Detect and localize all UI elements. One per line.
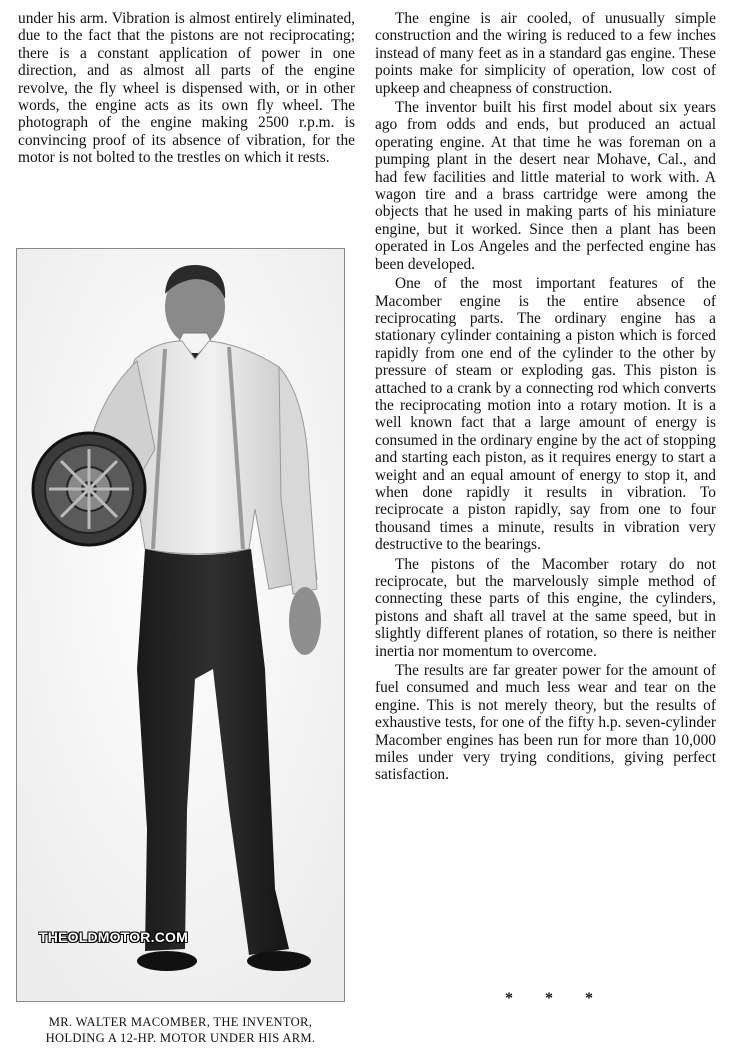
rotary-motor xyxy=(33,433,145,545)
inventor-photo xyxy=(16,248,345,1002)
left-paragraph: under his arm. Vibration is almost entirely eliminated, due to the fact that the pistons are not reciprocating; there is a constant application of power in one direction, and as almost all parts of the engine revolve, the fly wheel is dispensed with, or in other words, the engine acts as its own fly wheel. The photograph of the engine making 2500 r.p.m. is convincing proof of its absence of vibration, for the motor is not bolted to the trestles on which it rests. xyxy=(18,10,355,167)
caption-line-2: HOLDING A 12-HP. MOTOR UNDER HIS ARM. xyxy=(45,1031,316,1045)
right-column xyxy=(375,10,716,784)
section-end-mark: * * * xyxy=(505,990,607,1007)
right-shoe xyxy=(247,951,311,971)
right-paragraph-3: One of the most important features of the Macomber engine is the entire absence of reciprocating parts. The ordinary engine has a stationary cylinder containing a piston which is forced rapidly from one end of the cylinder to the other by pressure of steam or exploding gas. This piston is attached to a crank by a connecting rod which converts the reciprocating motion into a rotary motion. It is a well known fact that a large amount of energy is consumed in the ordinary engine by the act of stopping and starting each piston, as it requires energy to start a weight and an equal amount of energy to stop it, and when done rapidly it results in vibration. To reciprocate a piston rapidly, say from one to four thousand times a minute, results in vibration very destructive to the bearings. xyxy=(375,275,716,554)
right-paragraph-5: The results are far greater power for the amount of fuel consumed and much less wear and tear on the engine. This is not merely theory, but the results of exhaustive tests, for one of the fifty h.p. seven-cylinder Macomber engines has been run for more than 10,000 miles under very trying conditions, giving perfect satisfaction. xyxy=(375,662,716,784)
watermark: THEOLDMOTOR.COM xyxy=(39,929,188,945)
caption-line-1: MR. WALTER MACOMBER, THE INVENTOR, xyxy=(48,1015,313,1029)
right-hand xyxy=(289,587,321,655)
right-paragraph-4: The pistons of the Macomber rotary do not reciprocate, but the marvelously simple method of connecting these parts of this engine, the cylinders, pistons and shaft all travel at the same speed, but in slightly different planes of rotation, so there is neither inertia nor momentum to overcome. xyxy=(375,555,716,660)
right-paragraph-2: The inventor built his first model about six years ago from odds and ends, but produced an actual operating engine. At that time he was foreman on a pumping plant in the desert near Mohave, Cal., and had few facilities and little material to work with. A wagon tire and a brass cartridge were among the objects that he used in making parts of his miniature engine, but it worked. Since then a plant has been operated in Los Angeles and the perfected engine has been developed. xyxy=(375,99,716,273)
man-holding-motor-illustration xyxy=(17,249,344,1001)
right-paragraph-1: The engine is air cooled, of unusually simple construction and the wiring is reduced to a few inches instead of many feet as in a standard gas engine. These points make for simplicity of operation, low cost of upkeep and cheapness of construction. xyxy=(375,10,716,97)
photo-caption xyxy=(16,1014,345,1046)
left-column xyxy=(18,10,355,167)
left-shoe xyxy=(137,951,197,971)
